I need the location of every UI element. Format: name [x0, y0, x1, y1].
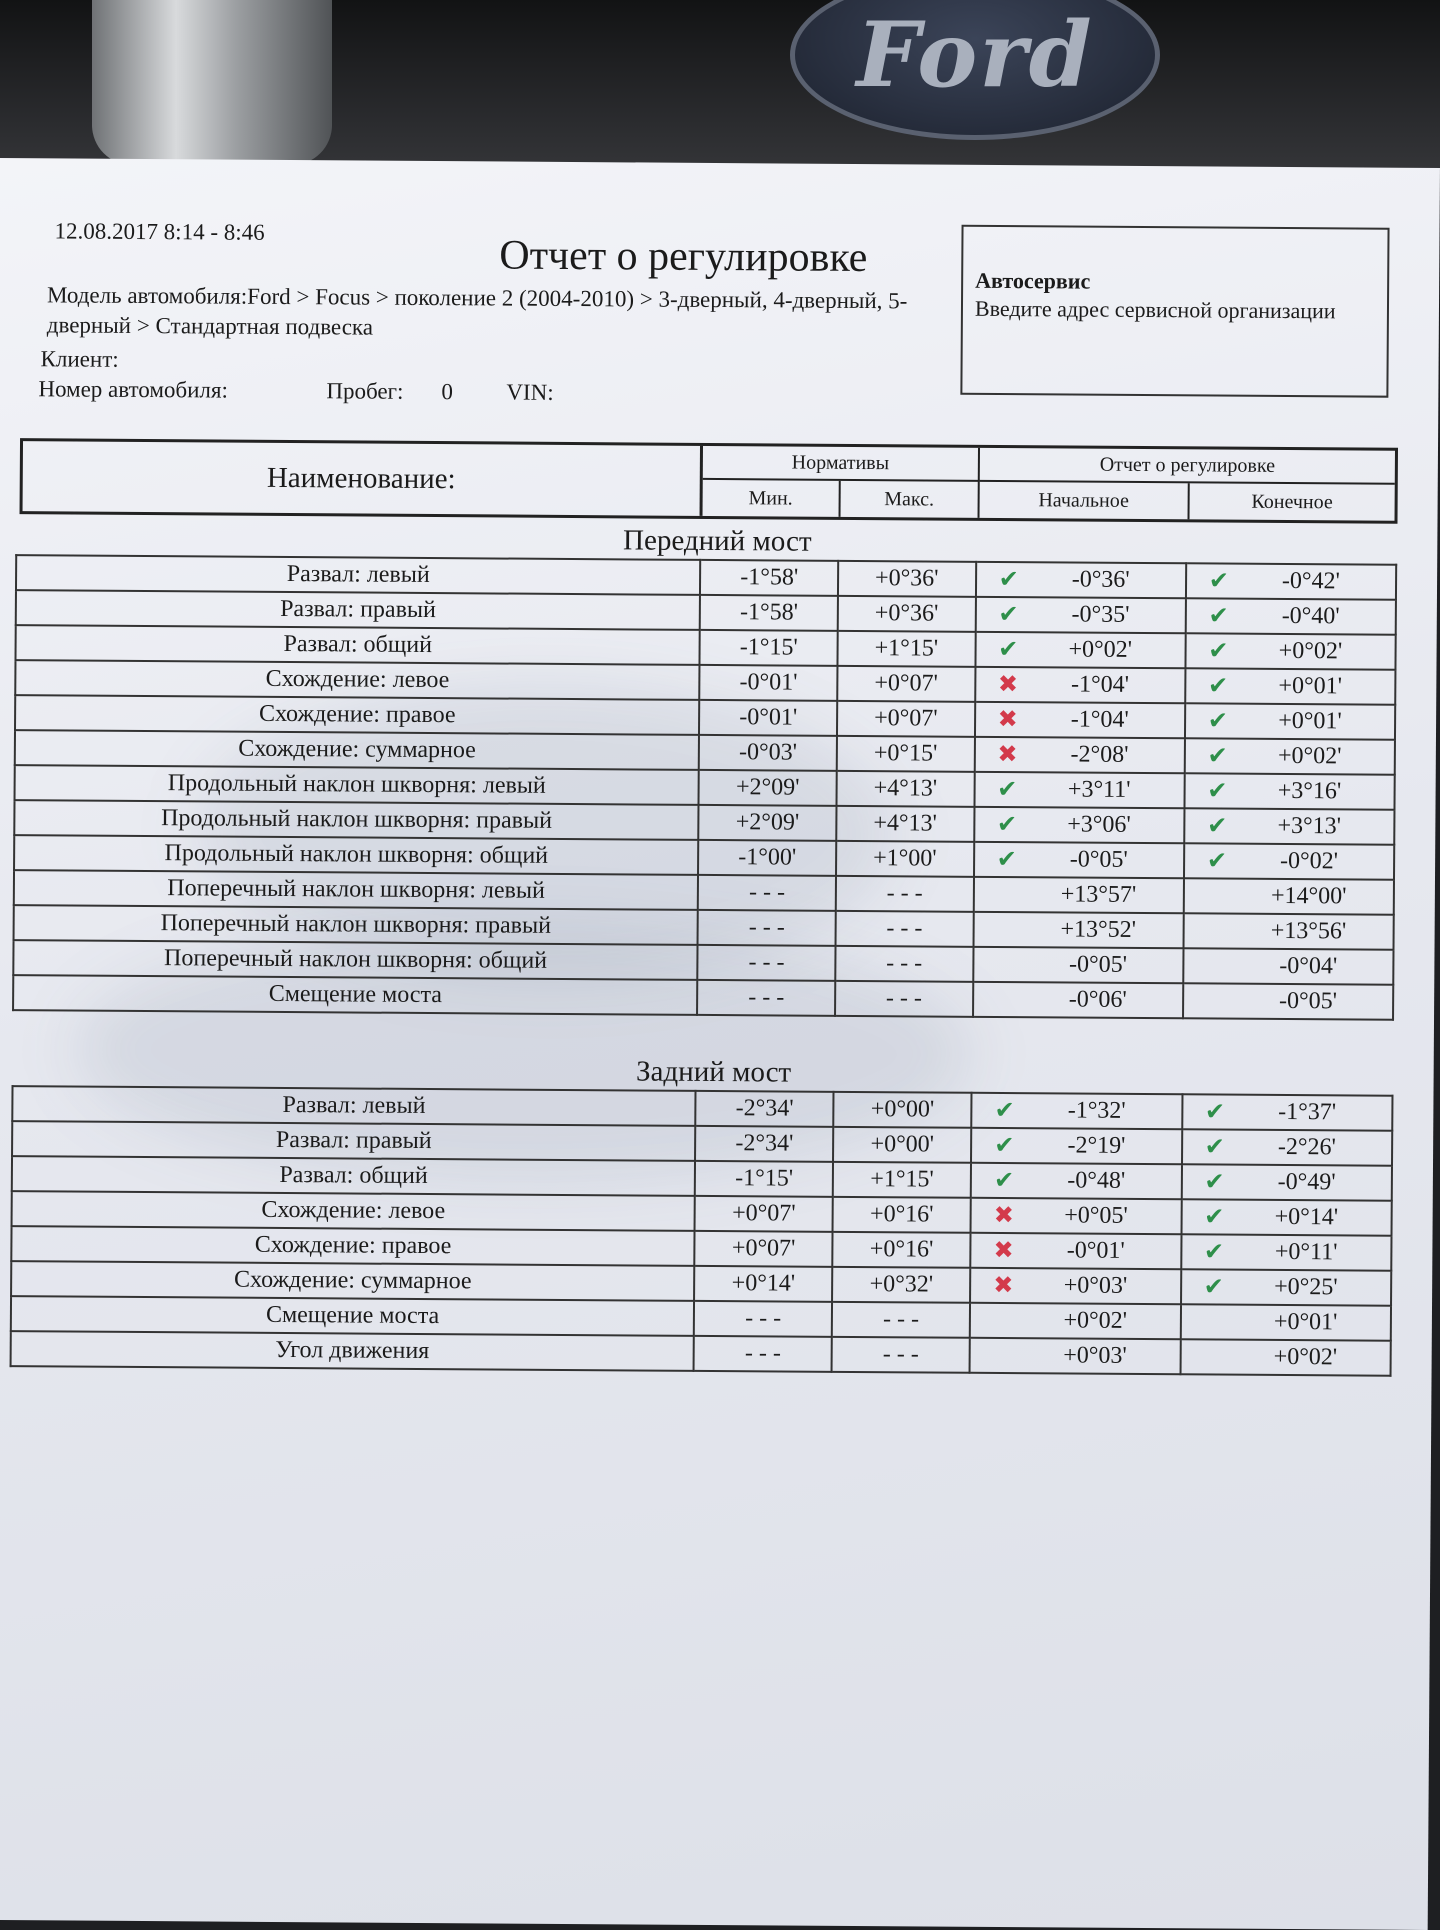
- initial-value: +13°52': [1060, 916, 1137, 943]
- max-value: +1°15': [837, 631, 975, 667]
- initial-value-cell: [974, 772, 1184, 808]
- parameter-name: Поперечный наклон шкворня: правый: [14, 905, 699, 945]
- final-value: +0°01': [1278, 707, 1342, 735]
- initial-value-cell: [973, 947, 1183, 983]
- final-value: -0°40': [1281, 602, 1340, 630]
- final-value-cell: [1185, 598, 1395, 634]
- final-value-cell: [1184, 843, 1394, 879]
- min-value: -1°00': [698, 840, 836, 876]
- check-icon: ✔: [1208, 672, 1229, 700]
- initial-value-cell: [971, 1163, 1182, 1199]
- initial-value: +0°03': [1063, 1342, 1127, 1369]
- initial-value-cell: [973, 912, 1183, 948]
- initial-value-cell: [974, 737, 1184, 773]
- check-icon: ✔: [1208, 602, 1229, 630]
- check-icon: ✔: [994, 1132, 1015, 1159]
- final-value: +0°11': [1274, 1238, 1338, 1266]
- initial-value: -0°36': [1071, 566, 1130, 593]
- max-value: +0°07': [837, 701, 975, 737]
- final-value: +0°01': [1273, 1308, 1338, 1336]
- initial-value: -0°05': [1069, 846, 1128, 873]
- initial-value-cell: [970, 1268, 1181, 1304]
- min-value: - - -: [697, 980, 835, 1016]
- max-value: +0°00': [833, 1127, 971, 1163]
- initial-value: +0°02': [1068, 636, 1133, 663]
- final-value-cell: [1185, 703, 1395, 739]
- cross-icon: ✖: [993, 1272, 1014, 1299]
- final-value: +3°16': [1277, 777, 1342, 805]
- initial-value-cell: [970, 1338, 1181, 1374]
- min-value: -2°34': [696, 1091, 834, 1127]
- final-value: -0°49': [1277, 1168, 1336, 1196]
- max-value: - - -: [832, 1337, 970, 1373]
- min-value: - - -: [698, 910, 836, 946]
- max-value: +0°36': [838, 561, 976, 597]
- initial-value: -0°05': [1068, 951, 1128, 978]
- parameter-name: Схождение: суммарное: [15, 730, 700, 770]
- final-value: -0°04': [1279, 952, 1338, 980]
- final-value: +0°01': [1278, 672, 1343, 700]
- car-model: Модель автомобиля:Ford > Focus > поколение 2 (2004-2010) > 3-дверный, 4-дверный, 5-дверный > Стандартная подвеска: [46, 282, 908, 340]
- final-value: +0°02': [1278, 637, 1343, 665]
- min-value: -1°15': [700, 630, 838, 666]
- initial-value: +0°02': [1063, 1307, 1128, 1334]
- initial-value: -2°08': [1070, 741, 1129, 768]
- header-initial: Начальное: [980, 482, 1190, 519]
- initial-value: +0°03': [1063, 1272, 1128, 1299]
- max-value: - - -: [835, 911, 973, 947]
- initial-value: -0°35': [1071, 601, 1130, 628]
- cross-icon: ✖: [997, 671, 1019, 698]
- min-value: -1°58': [700, 560, 838, 596]
- initial-value: -0°06': [1068, 986, 1127, 1013]
- client-label: Клиент:: [40, 346, 119, 372]
- initial-value: -0°48': [1067, 1167, 1126, 1194]
- vehicle-info: [38, 376, 553, 406]
- check-icon: ✔: [1203, 1273, 1224, 1300]
- final-value: +3°13': [1277, 812, 1342, 840]
- final-value-cell: [1186, 563, 1396, 599]
- max-value: +1°00': [836, 841, 974, 877]
- initial-value-cell: [973, 982, 1183, 1018]
- final-value-cell: [1180, 1304, 1391, 1340]
- check-icon: ✔: [1207, 777, 1228, 805]
- initial-value-cell: [971, 1093, 1182, 1129]
- parameter-name: Поперечный наклон шкворня: левый: [14, 870, 699, 910]
- final-value: +14°00': [1270, 882, 1347, 910]
- check-icon: ✔: [996, 811, 1018, 838]
- min-value: - - -: [698, 875, 836, 911]
- max-value: - - -: [832, 1302, 970, 1338]
- header-norms: Нормативы: [703, 446, 980, 482]
- check-icon: ✔: [1208, 567, 1230, 595]
- max-value: +1°15': [833, 1162, 971, 1198]
- min-value: -2°34': [695, 1126, 833, 1162]
- parameter-name: Развал: общий: [15, 625, 700, 665]
- min-value: +0°14': [694, 1266, 832, 1302]
- min-value: +2°09': [699, 805, 837, 841]
- initial-value-cell: [971, 1128, 1182, 1164]
- initial-value: -1°04': [1070, 671, 1130, 698]
- check-icon: ✔: [1204, 1168, 1225, 1195]
- parameter-name: Развал: левый: [16, 555, 701, 595]
- parameter-name: Схождение: левое: [15, 660, 700, 700]
- service-address: Введите адрес сервисной организации: [974, 295, 1336, 324]
- max-value: +4°13': [836, 806, 974, 842]
- parameter-name: Схождение: суммарное: [11, 1261, 695, 1301]
- max-value: +0°36': [838, 596, 976, 632]
- min-value: -1°15': [695, 1161, 833, 1197]
- min-value: -0°03': [699, 735, 837, 771]
- report-datetime: 12.08.2017 8:14 - 8:46: [54, 218, 265, 245]
- final-value: -0°42': [1281, 567, 1340, 595]
- max-value: +0°00': [833, 1092, 971, 1128]
- ford-logo: Ford: [790, 0, 1160, 140]
- max-value: +0°16': [833, 1232, 971, 1268]
- check-icon: ✔: [998, 601, 1019, 628]
- initial-value-cell: [975, 667, 1185, 703]
- initial-value: -2°19': [1067, 1132, 1126, 1159]
- max-value: +4°13': [836, 771, 974, 807]
- parameter-name: Схождение: правое: [11, 1226, 695, 1266]
- final-value-cell: [1181, 1164, 1392, 1200]
- check-icon: ✔: [993, 1167, 1015, 1194]
- min-value: +0°07': [695, 1231, 833, 1267]
- parameter-name: Продольный наклон шкворня: правый: [14, 800, 699, 840]
- final-value-cell: [1181, 1199, 1392, 1235]
- final-value-cell: [1182, 1094, 1393, 1130]
- initial-value: -1°32': [1067, 1097, 1126, 1124]
- final-value-cell: [1185, 668, 1395, 704]
- check-icon: ✔: [1204, 1133, 1225, 1160]
- vin-label: VIN:: [506, 379, 554, 405]
- final-value: -2°26': [1277, 1133, 1336, 1161]
- check-icon: ✔: [994, 1097, 1015, 1124]
- parameter-name: Развал: правый: [12, 1121, 696, 1161]
- max-value: +0°16': [833, 1197, 971, 1233]
- final-value: +13°56': [1270, 917, 1347, 945]
- max-value: - - -: [836, 876, 974, 912]
- mileage-label: Пробег:: [326, 378, 404, 404]
- initial-value: -0°01': [1066, 1237, 1125, 1264]
- parameter-name: Смещение моста: [13, 975, 698, 1015]
- header-report: Отчет о регулировке: [980, 448, 1395, 485]
- min-value: +2°09': [699, 770, 837, 806]
- parameter-name: Развал: левый: [12, 1086, 696, 1126]
- check-icon: ✔: [1208, 637, 1229, 665]
- final-value-cell: [1180, 1339, 1391, 1375]
- min-value: -0°01': [700, 665, 838, 701]
- check-icon: ✔: [998, 636, 1019, 663]
- parameter-name: Схождение: правое: [15, 695, 700, 735]
- header-name: Наименование:: [23, 441, 703, 516]
- check-icon: ✔: [1207, 812, 1228, 840]
- final-value-cell: [1184, 808, 1394, 844]
- check-icon: ✔: [1207, 742, 1228, 770]
- final-value-cell: [1183, 948, 1393, 984]
- parameter-name: Развал: общий: [12, 1156, 696, 1196]
- check-icon: ✔: [998, 566, 1019, 593]
- cross-icon: ✖: [997, 741, 1018, 768]
- min-value: +0°07': [695, 1196, 833, 1232]
- service-title: Автосервис: [975, 267, 1091, 294]
- header-max: Макс.: [841, 481, 980, 518]
- final-value-cell: [1184, 738, 1394, 774]
- final-value: +0°02': [1273, 1343, 1338, 1371]
- check-icon: ✔: [1206, 847, 1228, 875]
- check-icon: ✔: [1204, 1098, 1226, 1125]
- initial-value: +3°06': [1067, 811, 1131, 838]
- final-value-cell: [1183, 913, 1393, 949]
- check-icon: ✔: [997, 776, 1018, 803]
- final-value-cell: [1185, 633, 1395, 669]
- max-value: +0°15': [837, 736, 975, 772]
- check-icon: ✔: [1207, 707, 1229, 735]
- cross-icon: ✖: [993, 1202, 1014, 1229]
- mileage-value: 0: [441, 379, 453, 405]
- initial-value-cell: [976, 562, 1186, 598]
- final-value-cell: [1184, 773, 1394, 809]
- final-value-cell: [1184, 878, 1394, 914]
- parameter-name: Продольный наклон шкворня: общий: [14, 835, 699, 875]
- initial-value: +13°57': [1060, 881, 1137, 908]
- report-paper: [0, 158, 1440, 1930]
- check-icon: ✔: [996, 846, 1017, 873]
- initial-value: +3°11': [1067, 776, 1131, 803]
- parameter-name: Смещение моста: [11, 1296, 695, 1336]
- initial-value: -1°04': [1070, 706, 1129, 733]
- cross-icon: ✖: [993, 1237, 1014, 1264]
- final-value: +0°02': [1277, 742, 1342, 770]
- max-value: - - -: [835, 946, 973, 982]
- table-header: [20, 438, 1398, 524]
- cross-icon: ✖: [997, 706, 1018, 733]
- final-value-cell: [1181, 1269, 1392, 1305]
- final-value: -1°37': [1278, 1098, 1337, 1126]
- final-value: +0°14': [1274, 1203, 1339, 1231]
- min-value: - - -: [694, 1336, 832, 1372]
- service-box: [960, 225, 1389, 398]
- gear-knob: [92, 0, 332, 165]
- parameter-name: Поперечный наклон шкворня: общий: [13, 940, 698, 980]
- max-value: +0°07': [837, 666, 975, 702]
- initial-value-cell: [975, 632, 1185, 668]
- parameter-name: Схождение: левое: [12, 1191, 696, 1231]
- initial-value-cell: [974, 842, 1184, 878]
- rear-axle-table: [10, 1085, 1394, 1377]
- initial-value-cell: [974, 807, 1184, 843]
- initial-value-cell: [975, 702, 1185, 738]
- header-min: Мин.: [703, 480, 841, 517]
- initial-value-cell: [973, 877, 1183, 913]
- final-value-cell: [1183, 983, 1393, 1019]
- min-value: -0°01': [699, 700, 837, 736]
- initial-value-cell: [971, 1198, 1182, 1234]
- car-number-label: Номер автомобиля:: [38, 376, 228, 403]
- front-axle-table: [12, 554, 1397, 1021]
- rear-axle-title: Задний мост: [635, 1055, 792, 1089]
- max-value: +0°32': [832, 1267, 970, 1303]
- check-icon: ✔: [1204, 1203, 1225, 1230]
- header-final: Конечное: [1251, 490, 1333, 513]
- parameter-name: Угол движения: [11, 1331, 695, 1371]
- final-value: +0°25': [1274, 1273, 1338, 1301]
- parameter-name: Продольный наклон шкворня: левый: [15, 765, 700, 805]
- initial-value-cell: [970, 1233, 1181, 1269]
- max-value: - - -: [835, 981, 973, 1017]
- initial-value-cell: [970, 1303, 1181, 1339]
- check-icon: ✔: [1203, 1238, 1225, 1265]
- final-value: -0°02': [1279, 847, 1339, 875]
- min-value: - - -: [698, 945, 836, 981]
- initial-value: +0°05': [1064, 1202, 1128, 1229]
- min-value: - - -: [694, 1301, 832, 1337]
- initial-value-cell: [975, 597, 1185, 633]
- final-value: -0°05': [1278, 987, 1338, 1015]
- report-title: Отчет о регулировке: [499, 232, 868, 282]
- parameter-name: Развал: правый: [16, 590, 701, 630]
- min-value: -1°58': [700, 595, 838, 631]
- front-axle-title: Передний мост: [622, 524, 812, 558]
- final-value-cell: [1182, 1129, 1393, 1165]
- final-value-cell: [1181, 1234, 1392, 1270]
